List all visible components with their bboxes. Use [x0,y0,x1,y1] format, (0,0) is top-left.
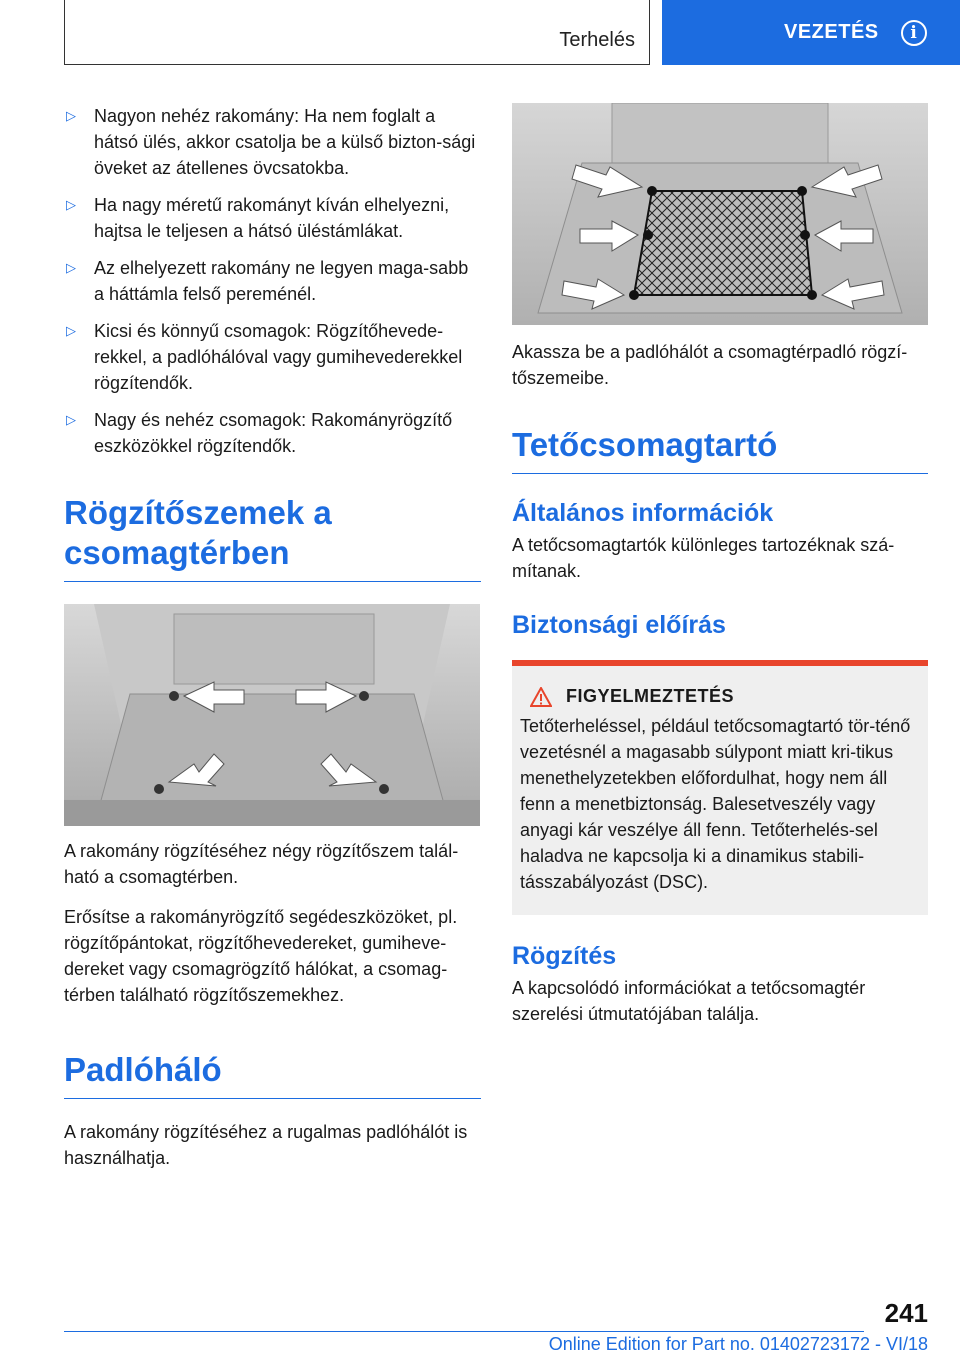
warning-header [520,686,920,707]
warning-box [512,666,928,915]
info-icon[interactable]: i [901,20,927,46]
header-section-tab [64,0,650,65]
triangle-bullet-icon: ▷ [66,260,76,275]
section-title-roof-rack: Tetőcsomagtartó [512,426,778,463]
header-section-title: Terhelés [559,29,635,51]
warning-block [512,660,928,915]
floor-net-body: A rakomány rögzítéséhez a rugalmas padlóhálót is használhatja. [64,1122,468,1168]
list-item: ▷ Nagyon nehéz rakomány: Ha nem foglalt a hátsó ülés, akkor csatolja be a külső bizton‐sági öveket az átellenes övcsatokba. [64,103,481,181]
trunk-anchors-image [64,604,480,826]
section-rule [512,473,928,474]
warning-triangle-icon [530,687,552,707]
list-item: ▷ Ha nagy méretű rakományt kíván elhelyezni, hajtsa le teljesen a hátsó üléstámlákat. [64,192,481,244]
subheading-safety: Biztonsági előírás [512,611,726,639]
edition-text: Online Edition for Part no. 01402723172 - VI/18 [548,1334,928,1354]
subheading-general: Általános információk [512,499,774,527]
page-number: 241 [884,1298,928,1328]
header-chapter-tab[interactable] [662,0,960,65]
list-item: ▷ Az elhelyezett rakomány ne legyen maga‐sabb a háttámla felső pereménél. [64,255,481,307]
floor-net-image [512,103,928,325]
right-column [512,103,928,1027]
subheading-mounting: Rögzítés [512,942,617,970]
section-title-anchors: Rögzítőszemek a csomagtérben [64,494,332,571]
section-title-floor-net: Padlóháló [64,1051,222,1088]
triangle-bullet-icon: ▷ [66,108,76,123]
warning-text: Tetőterheléssel, például tetőcsomagtartó tör‐ténő vezetésnél a magasabb súlypont miatt kri‐tikus menethelyzetekben előfordulhat, hogy nem áll fenn a menetbiztonság. Balesetveszély vagy anyagi kár veszélye áll fenn. Tetőterhelés‐sel haladva ne kapcsolja ki a dinamikus stabili‐tásszabályozást (DSC). [520,716,911,892]
warning-title: FIGYELMEZTETÉS [566,686,735,706]
left-column [64,103,481,1171]
list-item: ▷ Nagy és nehéz csomagok: Rakományrögzítő eszközökkel rögzítendők. [64,407,481,459]
floor-net-caption: Akassza be a padlóhálót a csomagtérpadló rögzí‐tőszemeibe. [512,342,908,388]
bullet-list [64,103,481,459]
mounting-text: A kapcsolódó információkat a tetőcsomagtér szerelési útmutatójában találja. [512,978,866,1024]
triangle-bullet-icon: ▷ [66,197,76,212]
list-item: ▷ Kicsi és könnyű csomagok: Rögzítőhevede‐rekkel, a padlóhálóval vagy gumihevederekkel rögzítendők. [64,318,481,396]
anchors-caption: A rakomány rögzítéséhez négy rögzítőszem talál‐ható a csomagtérben. [64,841,459,887]
triangle-bullet-icon: ▷ [66,323,76,338]
section-rule [64,581,481,582]
footer-rule [64,1331,864,1332]
header-chapter-title: VEZETÉS [784,21,879,43]
section-rule [64,1098,481,1099]
anchors-body: Erősítse a rakományrögzítő segédeszközöket, pl. rögzítőpántokat, rögzítőhevedereket, gumiheve‐dereket vagy csomagrögzítő hálókat, a csomag‐térben található rögzítőszemekhez. [64,907,458,1005]
general-text: A tetőcsomagtartók különleges tartozéknak szá‐mítanak. [512,535,895,581]
triangle-bullet-icon: ▷ [66,412,76,427]
